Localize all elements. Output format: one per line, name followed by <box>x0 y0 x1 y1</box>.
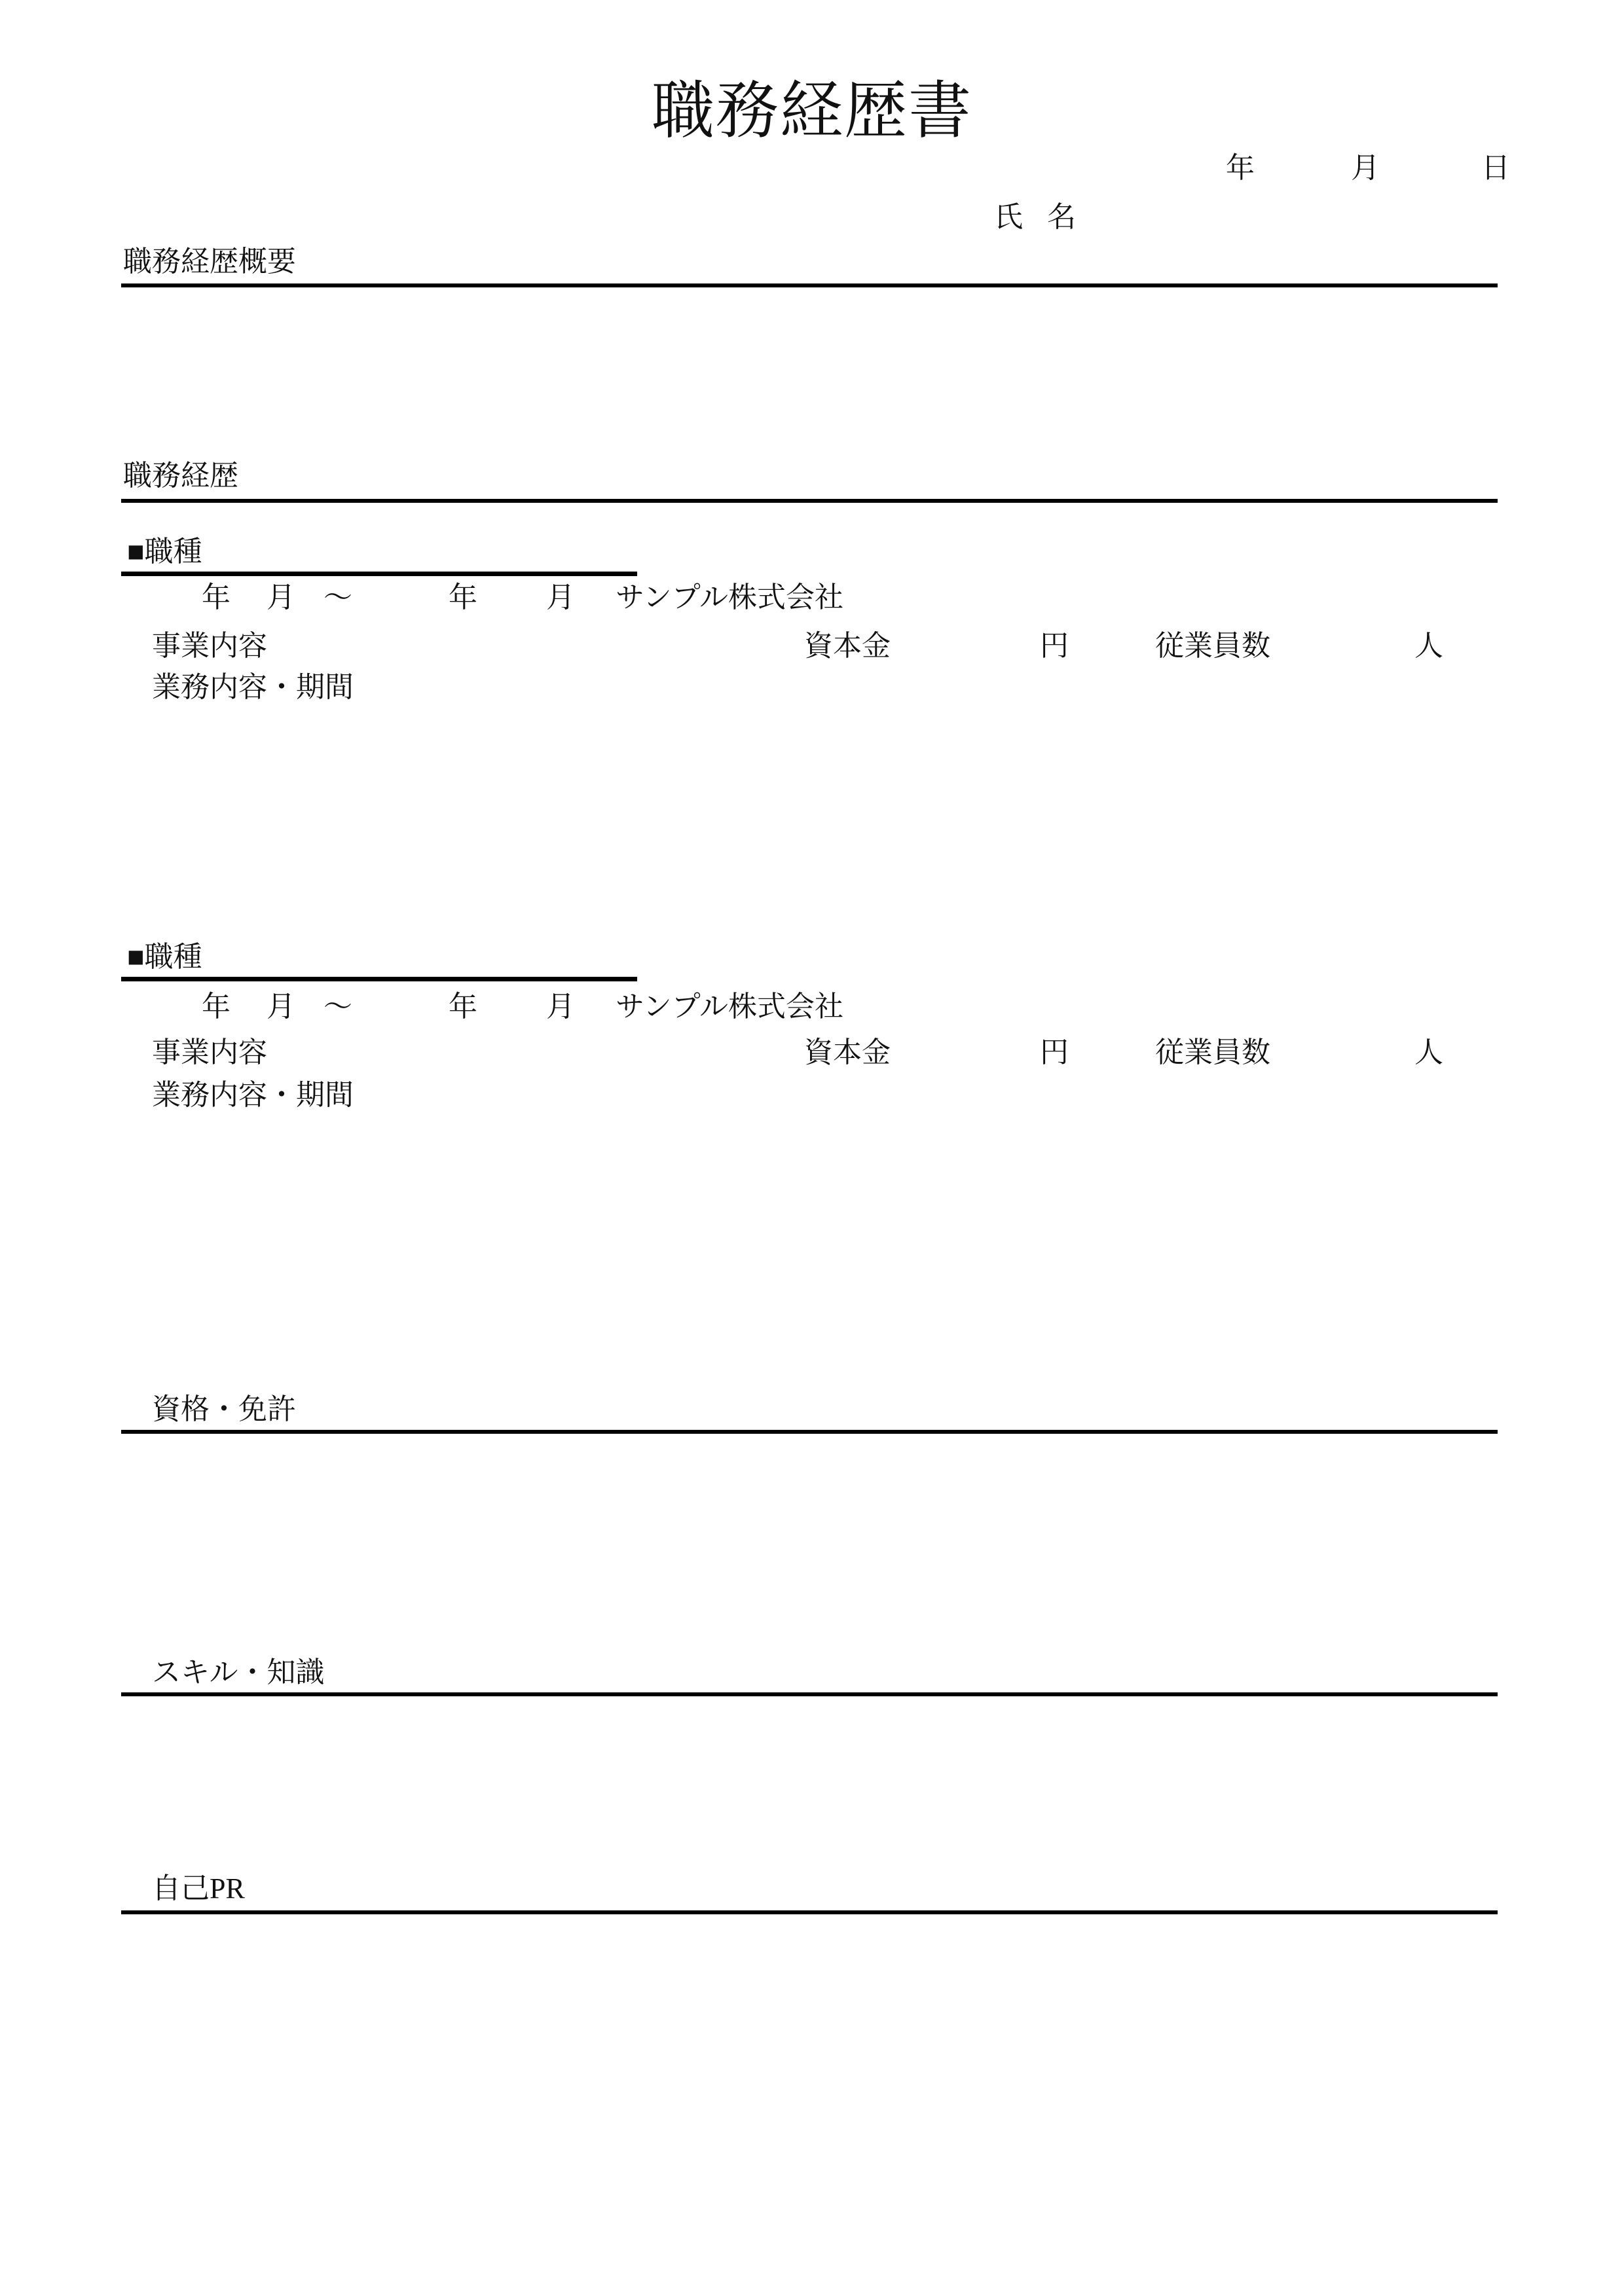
job-block-1-business-label: 事業内容 <box>152 630 267 662</box>
job-block-2-company-info-row <box>0 1036 1624 1070</box>
job-block-1-period-tilde: ～ <box>323 581 352 613</box>
pr-underline <box>121 1910 1498 1914</box>
job-block-1-period-row <box>0 581 1624 615</box>
summary-underline <box>121 283 1498 287</box>
date-year-label: 年 <box>1226 152 1255 184</box>
job-block-2-employees-label: 従業員数 <box>1155 1036 1270 1068</box>
job-block-1-capital-label: 資本金 <box>804 630 891 662</box>
date-line <box>0 151 1624 185</box>
job-block-2-employees-unit-label: 人 <box>1414 1036 1443 1068</box>
skills-underline <box>121 1692 1498 1696</box>
date-month-label: 月 <box>1351 152 1380 184</box>
section-heading-summary: 職務経歴概要 <box>123 246 296 278</box>
job-block-2-to-month-label: 月 <box>546 991 575 1023</box>
section-heading-qualifications: 資格・免許 <box>152 1393 296 1425</box>
date-day-label: 日 <box>1481 152 1510 184</box>
job-block-2-capital-unit-label: 円 <box>1040 1036 1069 1068</box>
job-block-2-marker-icon: ■ <box>127 941 145 973</box>
section-heading-history: 職務経歴 <box>123 460 238 492</box>
history-underline <box>121 499 1498 503</box>
job-block-2-from-year-label: 年 <box>202 991 231 1023</box>
job-block-2-from-month-label: 月 <box>267 991 295 1023</box>
job-block-2-period-tilde: ～ <box>323 991 352 1023</box>
job-block-1-capital-unit-label: 円 <box>1040 630 1069 662</box>
job-block-2-capital-label: 資本金 <box>804 1036 891 1068</box>
job-block-1-marker-icon: ■ <box>127 536 145 568</box>
name-label: 氏 名 <box>994 201 1076 233</box>
job-block-2-to-year-label: 年 <box>449 991 477 1023</box>
job-block-1-heading-underline <box>121 572 637 576</box>
job-block-1-heading <box>127 535 202 569</box>
job-block-2-heading-label: 職種 <box>144 941 202 973</box>
qualifications-underline <box>121 1430 1498 1434</box>
job-block-2-business-label: 事業内容 <box>152 1036 267 1068</box>
job-block-1-from-month-label: 月 <box>267 581 295 613</box>
job-block-1-heading-label: 職種 <box>144 536 202 568</box>
job-block-2-duties-label: 業務内容・期間 <box>152 1079 354 1111</box>
job-block-2-heading-underline <box>121 977 637 981</box>
job-block-2-period-row <box>0 990 1624 1024</box>
job-block-1-company-info-row <box>0 629 1624 663</box>
job-block-1-duties-label: 業務内容・期間 <box>152 671 354 703</box>
job-block-1-company-name: サンプル株式会社 <box>616 581 844 613</box>
job-block-1-from-year-label: 年 <box>202 581 231 613</box>
job-block-1-to-month-label: 月 <box>546 581 575 613</box>
section-heading-pr: 自己PR <box>152 1872 245 1904</box>
job-block-1-employees-label: 従業員数 <box>1155 630 1270 662</box>
job-block-2-heading <box>127 940 202 974</box>
job-block-2-company-name: サンプル株式会社 <box>616 991 844 1023</box>
section-heading-skills: スキル・知識 <box>152 1656 325 1688</box>
job-block-1-employees-unit-label: 人 <box>1414 630 1443 662</box>
page-title: 職務経歴書 <box>652 76 972 146</box>
job-block-1-to-year-label: 年 <box>449 581 477 613</box>
